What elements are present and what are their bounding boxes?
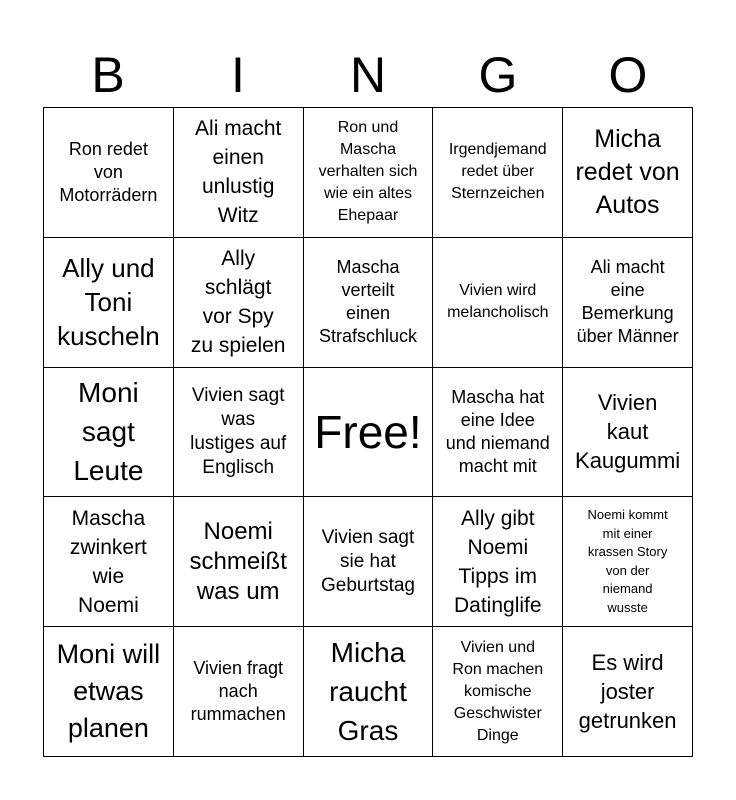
bingo-cell-r1c4[interactable]: [433, 108, 563, 238]
title-letter-g: G: [478, 47, 518, 103]
bingo-cell-r2c3[interactable]: [304, 238, 434, 368]
bingo-cell-r3c1[interactable]: [44, 368, 174, 498]
bingo-cell-r2c5[interactable]: [563, 238, 693, 368]
bingo-cell-r2c2[interactable]: [174, 238, 304, 368]
cell-text: Ali macht eine Bemerkung über Männer: [576, 257, 679, 347]
bingo-cell-r1c5[interactable]: [563, 108, 693, 238]
cell-text: Ali macht einen unlustig Witz: [195, 117, 282, 228]
cell-text: Ally schlägt vor Spy zu spielen: [190, 247, 286, 358]
cell-text: Vivien sagt sie hat Geburtstag: [320, 526, 415, 596]
bingo-cell-r1c3[interactable]: [304, 108, 434, 238]
bingo-cell-r1c2[interactable]: [174, 108, 304, 238]
cell-text: Vivien kaut Kaugummi: [575, 390, 681, 474]
title-letter-b: B: [91, 47, 125, 103]
cell-text: Irgendjemand redet über Sternzeichen: [448, 141, 547, 203]
bingo-title: [43, 40, 693, 110]
title-letter-i: I: [231, 47, 245, 103]
free-space-label: Free!: [314, 405, 422, 458]
cell-text: Noemi kommt mit einer krassen Story von der niemand wusste: [587, 507, 668, 615]
cell-text: Moni will etwas planen: [56, 639, 161, 744]
cell-text: Micha raucht Gras: [329, 637, 407, 747]
cell-text: Vivien sagt was lustiges auf Englisch: [190, 384, 287, 478]
bingo-cell-r3c4[interactable]: [433, 368, 563, 498]
cell-text: Mascha verteilt einen Strafschluck: [318, 257, 418, 347]
bingo-cell-r5c5[interactable]: [563, 627, 693, 757]
title-letter-o: O: [608, 47, 648, 103]
bingo-cell-r5c4[interactable]: [433, 627, 563, 757]
bingo-cell-r4c4[interactable]: [433, 497, 563, 627]
cell-text: Mascha hat eine Idee und niemand macht mit: [445, 386, 550, 476]
cell-text: Vivien und Ron machen komische Geschwister Dinge: [452, 638, 544, 744]
cell-text: Noemi schmeißt was um: [189, 517, 287, 605]
bingo-cell-r5c1[interactable]: [44, 627, 174, 757]
cell-text: Es wird joster getrunken: [578, 650, 677, 734]
bingo-cell-r1c1[interactable]: [44, 108, 174, 238]
cell-text: Mascha zwinkert wie Noemi: [69, 506, 147, 617]
cell-text: Ron redet von Motorrädern: [59, 138, 158, 205]
cell-text: Ron und Mascha verhalten sich wie ein altes Ehepaar: [318, 119, 418, 225]
cell-text: Ally und Toni kuscheln: [57, 253, 160, 352]
bingo-cell-r2c4[interactable]: [433, 238, 563, 368]
bingo-cell-r4c3[interactable]: [304, 497, 434, 627]
bingo-cell-r5c3[interactable]: [304, 627, 434, 757]
bingo-cell-r4c1[interactable]: [44, 497, 174, 627]
bingo-cell-r4c5[interactable]: [563, 497, 693, 627]
title-letter-n: N: [349, 47, 387, 103]
bingo-cell-r2c1[interactable]: [44, 238, 174, 368]
cell-text: Vivien fragt nach rummachen: [190, 658, 286, 725]
cell-text: Ally gibt Noemi Tipps im Datinglife: [454, 506, 542, 617]
bingo-cell-r3c5[interactable]: [563, 368, 693, 498]
cell-text: Moni sagt Leute: [73, 377, 144, 487]
cell-text: Micha redet von Autos: [575, 124, 680, 219]
bingo-cell-r4c2[interactable]: [174, 497, 304, 627]
bingo-cell-r3c2[interactable]: [174, 368, 304, 498]
cell-text: Vivien wird melancholisch: [447, 282, 549, 322]
bingo-cell-free[interactable]: [304, 368, 434, 498]
bingo-cell-r5c2[interactable]: [174, 627, 304, 757]
bingo-board: [43, 107, 693, 757]
